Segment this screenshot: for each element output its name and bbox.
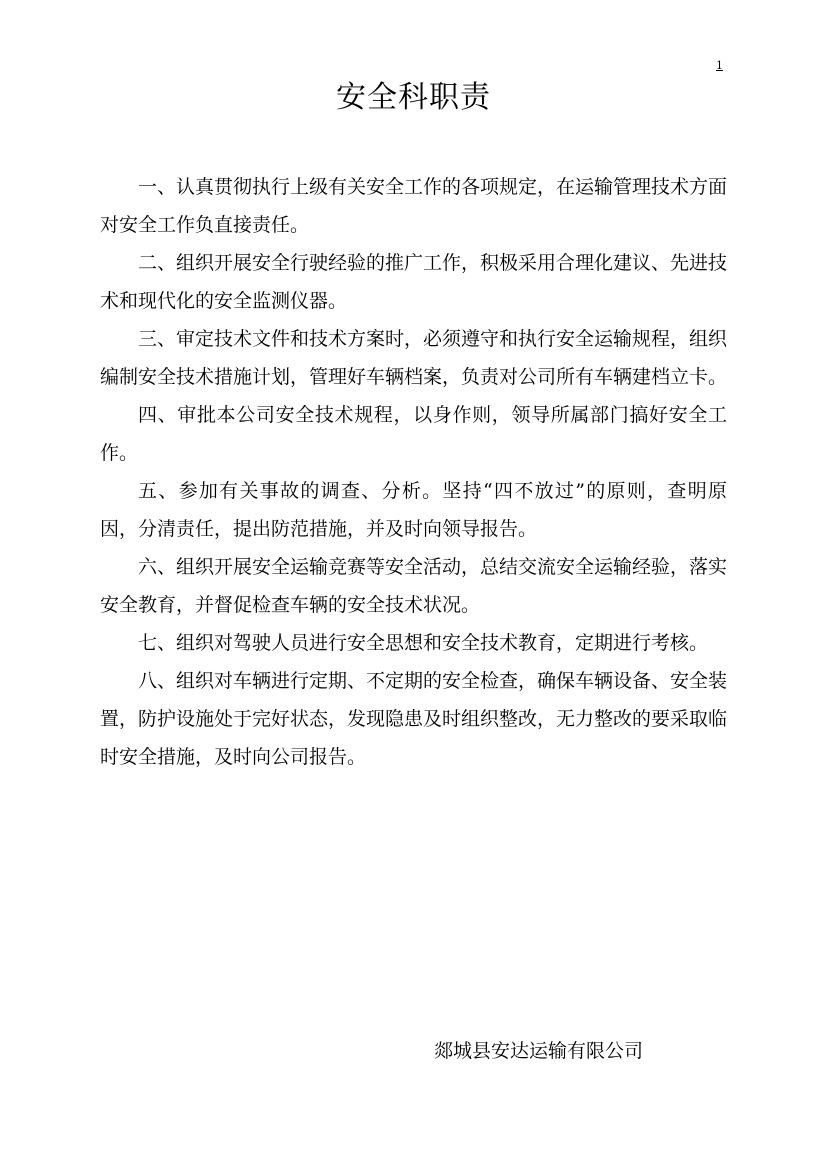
paragraph-8: 八、组织对车辆进行定期、不定期的安全检查，确保车辆设备、安全装置，防护设施处于完好状态，发现隐患及时组织整改，无力整改的要采取临时安全措施，及时向公司报告。 <box>100 670 728 768</box>
company-signature: 郯城县安达运输有限公司 <box>434 1040 644 1062</box>
paragraph-5: 五、参加有关事故的调查、分析。坚持“四不放过”的原则，查明原因，分清责任，提出防范措施，并及时向领导报告。 <box>100 480 727 540</box>
paragraph-4: 四、审批本公司安全技术规程，以身作则，领导所属部门搞好安全工作。 <box>100 404 727 464</box>
paragraph-7: 七、组织对驾驶人员进行安全思想和安全技术教育，定期进行考核。 <box>138 632 709 654</box>
paragraph-2: 二、组织开展安全行驶经验的推广工作，积极采用合理化建议、先进技术和现代化的安全监测仪器。 <box>100 252 728 312</box>
document-body <box>100 168 727 776</box>
paragraph-6: 六、组织开展安全运输竞赛等安全活动，总结交流安全运输经验，落实安全教育，并督促检查车辆的安全技术状况。 <box>100 556 728 616</box>
page-number: 1 <box>716 59 723 72</box>
paragraph-3: 三、审定技术文件和技术方案时，必须遵守和执行安全运输规程，组织编制安全技术措施计划，管理好车辆档案，负责对公司所有车辆建档立卡。 <box>100 328 728 388</box>
page-title: 安全科职责 <box>336 80 491 115</box>
paragraph-1: 一、认真贯彻执行上级有关安全工作的各项规定，在运输管理技术方面对安全工作负直接责任。 <box>100 176 728 236</box>
